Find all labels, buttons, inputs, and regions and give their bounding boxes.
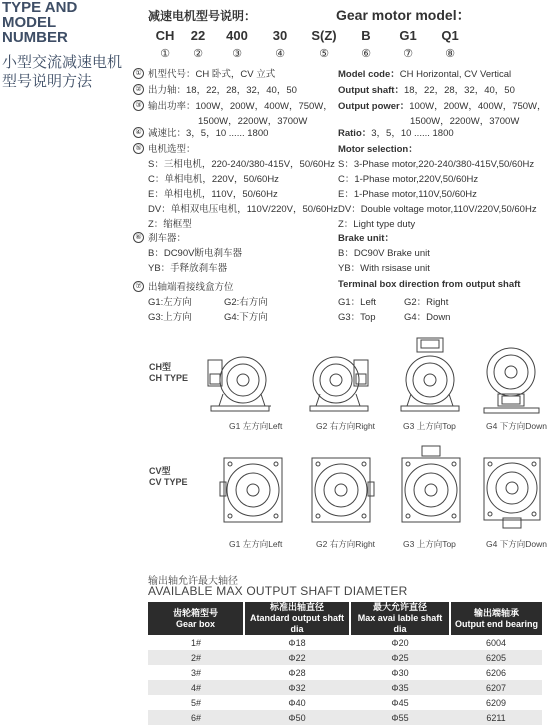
marker-7: ⑦ <box>133 281 144 292</box>
cell-max-dia: Φ25 <box>350 650 450 665</box>
cv-caption-g2: G2 右方向Right <box>316 539 376 549</box>
table-row <box>148 650 542 665</box>
cn-g4: G4:下方向 <box>224 312 268 323</box>
code-8: Q1 <box>441 28 459 43</box>
cn-output-power: 输出功率：100W，200W，400W，750W， <box>148 101 333 112</box>
en-motor-z: Z：Light type duty <box>338 219 416 230</box>
table-header-row <box>148 602 542 635</box>
cell-bearing: 6207 <box>450 680 542 695</box>
en-ratio: Ratio：3，5，10 ...... 1800 <box>338 128 454 139</box>
cell-standard-dia: Φ50 <box>244 710 350 725</box>
header-max-dia: 最大允许直径 Max avai lable shaft dia <box>350 602 450 635</box>
cn-motor-c: C：单相电机，220V，50/60Hz <box>148 174 279 185</box>
ch-caption-g1: G1 左方向Left <box>229 421 283 431</box>
page-title-en: TYPE AND MODEL NUMBER <box>2 0 78 46</box>
cell-max-dia: Φ55 <box>350 710 450 725</box>
ch-g4-drawing <box>481 342 547 416</box>
en-brake-yb: YB：With rsisase unit <box>338 263 430 274</box>
header-standard-dia: 标准出轴直径 Atandard output shaft dia <box>244 602 350 635</box>
ch-g2-drawing <box>308 344 374 416</box>
code-index-3: ③ <box>232 48 242 60</box>
table-row <box>148 695 542 710</box>
cell-bearing: 6206 <box>485 667 507 678</box>
table-row <box>148 710 542 725</box>
cell-bearing: 6211 <box>450 710 542 725</box>
code-7: G1 <box>399 28 417 43</box>
cell-standard-dia: Φ22 <box>244 650 350 665</box>
code-6: B <box>361 28 371 43</box>
header-bearing: 输出端轴承 Output end bearing <box>450 602 542 635</box>
cn-brake: 刹车器： <box>148 233 187 244</box>
cn-terminal-box: 出轴端看接线盒方位 <box>148 282 234 293</box>
en-motor-e: E：1-Phase motor,110V,50/60Hz <box>338 189 477 200</box>
en-model-code: Model code：CH Horizontal, CV Vertical <box>338 69 512 80</box>
code-5: S(Z) <box>311 28 337 43</box>
cell-gear-box: 5# <box>190 697 201 708</box>
code-index-5: ⑤ <box>319 48 329 60</box>
ch-type-label: CH型 CH TYPE <box>149 362 189 383</box>
en-motor-c: C：1-Phase motor,220V,50/60Hz <box>338 174 479 185</box>
marker-2: ② <box>133 84 144 95</box>
code-2: 22 <box>190 28 206 43</box>
code-index-8: ⑧ <box>445 48 455 60</box>
ch-g3-drawing <box>397 336 463 416</box>
table-row <box>148 680 542 695</box>
marker-3: ③ <box>133 100 144 111</box>
cell-gear-box: 3# <box>190 667 201 678</box>
marker-6: ⑥ <box>133 232 144 243</box>
cn-motor-selection: 电机选型： <box>148 144 196 155</box>
code-index-7: ⑦ <box>403 48 413 60</box>
cn-output-shaft: 出力轴：18，22，28，32，40，50 <box>148 85 297 96</box>
cn-motor-s: S：三相电机，220-240/380-415V，50/60Hz <box>148 159 335 170</box>
cell-max-dia: Φ30 <box>391 667 409 678</box>
cell-gear-box: 6# <box>148 710 244 725</box>
en-output-power: Output power：100W，200W，400W，750W， <box>338 101 547 112</box>
model-header-en: Gear motor model： <box>336 7 471 23</box>
en-g1: G1：Left <box>338 297 377 308</box>
page-title-cn: 小型交流减速电机型号说明方法 <box>2 54 123 90</box>
code-index-1: ① <box>160 48 170 60</box>
code-1: CH <box>155 28 175 43</box>
code-index-4: ④ <box>275 48 285 60</box>
cn-model-code: 机型代号：CH 卧式，CV 立式 <box>148 69 276 80</box>
table-title-en: AVAILABLE MAX OUTPUT SHAFT DIAMETER <box>148 584 408 598</box>
cv-caption-g1: G1 左方向Left <box>229 539 283 549</box>
en-brake-b: B：DC90V Brake unit <box>338 248 430 259</box>
cn-motor-e: E：单相电机，110V，50/60Hz <box>148 189 278 200</box>
en-g4: G4：Down <box>404 312 451 323</box>
en-brake: Brake unit： <box>338 233 394 244</box>
en-motor-s: S：3-Phase motor,220-240/380-415V,50/60Hz <box>338 159 535 170</box>
en-g3: G3：Top <box>338 312 376 323</box>
marker-4: ④ <box>133 127 144 138</box>
cn-g1: G1:左方向 <box>148 297 192 308</box>
ch-caption-g3: G3 上方向Top <box>403 421 456 431</box>
cv-g4-drawing <box>480 452 546 536</box>
code-4: 30 <box>272 28 288 43</box>
table-row <box>148 635 542 650</box>
code-3: 400 <box>226 28 248 43</box>
en-output-power-2: 1500W，2200W，3700W <box>410 116 520 127</box>
en-g2: G2：Right <box>404 297 449 308</box>
table-row <box>148 665 542 680</box>
cv-g2-drawing <box>306 452 376 532</box>
table-title-cn: 输出轴允许最大轴径 <box>148 576 238 587</box>
cn-ratio: 减速比：3，5，10 ...... 1800 <box>148 128 269 139</box>
marker-5: ⑤ <box>133 143 144 154</box>
ch-caption-g4: G4 下方向Down <box>486 421 547 431</box>
cell-bearing: 6209 <box>485 697 507 708</box>
cn-brake-yb: YB：手释放刹车器 <box>148 263 228 274</box>
shaft-diameter-table <box>148 602 542 725</box>
cn-motor-dv: DV：单相双电压电机，110V/220V，50/60Hz <box>148 204 338 215</box>
cn-output-power-2: 1500W，2200W，3700W <box>198 116 308 127</box>
cell-gear-box: 2# <box>148 650 244 665</box>
cv-caption-g4: G4 下方向Down <box>486 539 547 549</box>
cv-g1-drawing <box>218 452 288 532</box>
cn-brake-b: B：DC90V断电刹车器 <box>148 248 242 259</box>
en-motor-selection: Motor selection： <box>338 144 418 155</box>
cv-caption-g3: G3 上方向Top <box>403 539 456 549</box>
cv-type-label: CV型 CV TYPE <box>149 466 188 487</box>
cell-bearing: 6205 <box>450 650 542 665</box>
model-header-cn: 减速电机型号说明： <box>148 9 257 23</box>
cell-gear-box: 1# <box>190 637 201 648</box>
cell-standard-dia: Φ28 <box>288 667 306 678</box>
cell-gear-box: 4# <box>148 680 244 695</box>
code-index-2: ② <box>193 48 203 60</box>
cv-g3-drawing <box>396 444 466 532</box>
cell-max-dia: Φ45 <box>391 697 409 708</box>
cell-max-dia: Φ20 <box>391 637 409 648</box>
cell-standard-dia: Φ40 <box>288 697 306 708</box>
cn-motor-z: Z：缩框型 <box>148 219 192 230</box>
cell-max-dia: Φ35 <box>350 680 450 695</box>
en-output-shaft: Output shaft：18，22，28，32，40，50 <box>338 85 515 96</box>
cell-standard-dia: Φ18 <box>288 637 306 648</box>
header-gear-box: 齿轮箱型号 Gear box <box>148 602 244 635</box>
marker-1: ① <box>133 68 144 79</box>
cell-bearing: 6004 <box>485 637 507 648</box>
cn-g2: G2:右方向 <box>224 297 268 308</box>
code-index-6: ⑥ <box>361 48 371 60</box>
en-motor-dv: DV：Double voltage motor,110V/220V,50/60Hz <box>338 204 537 215</box>
cn-g3: G3:上方向 <box>148 312 192 323</box>
ch-g1-drawing <box>205 346 271 416</box>
ch-caption-g2: G2 右方向Right <box>316 421 376 431</box>
en-terminal-box: Terminal box direction from output shaft <box>338 279 521 290</box>
cell-standard-dia: Φ32 <box>244 680 350 695</box>
